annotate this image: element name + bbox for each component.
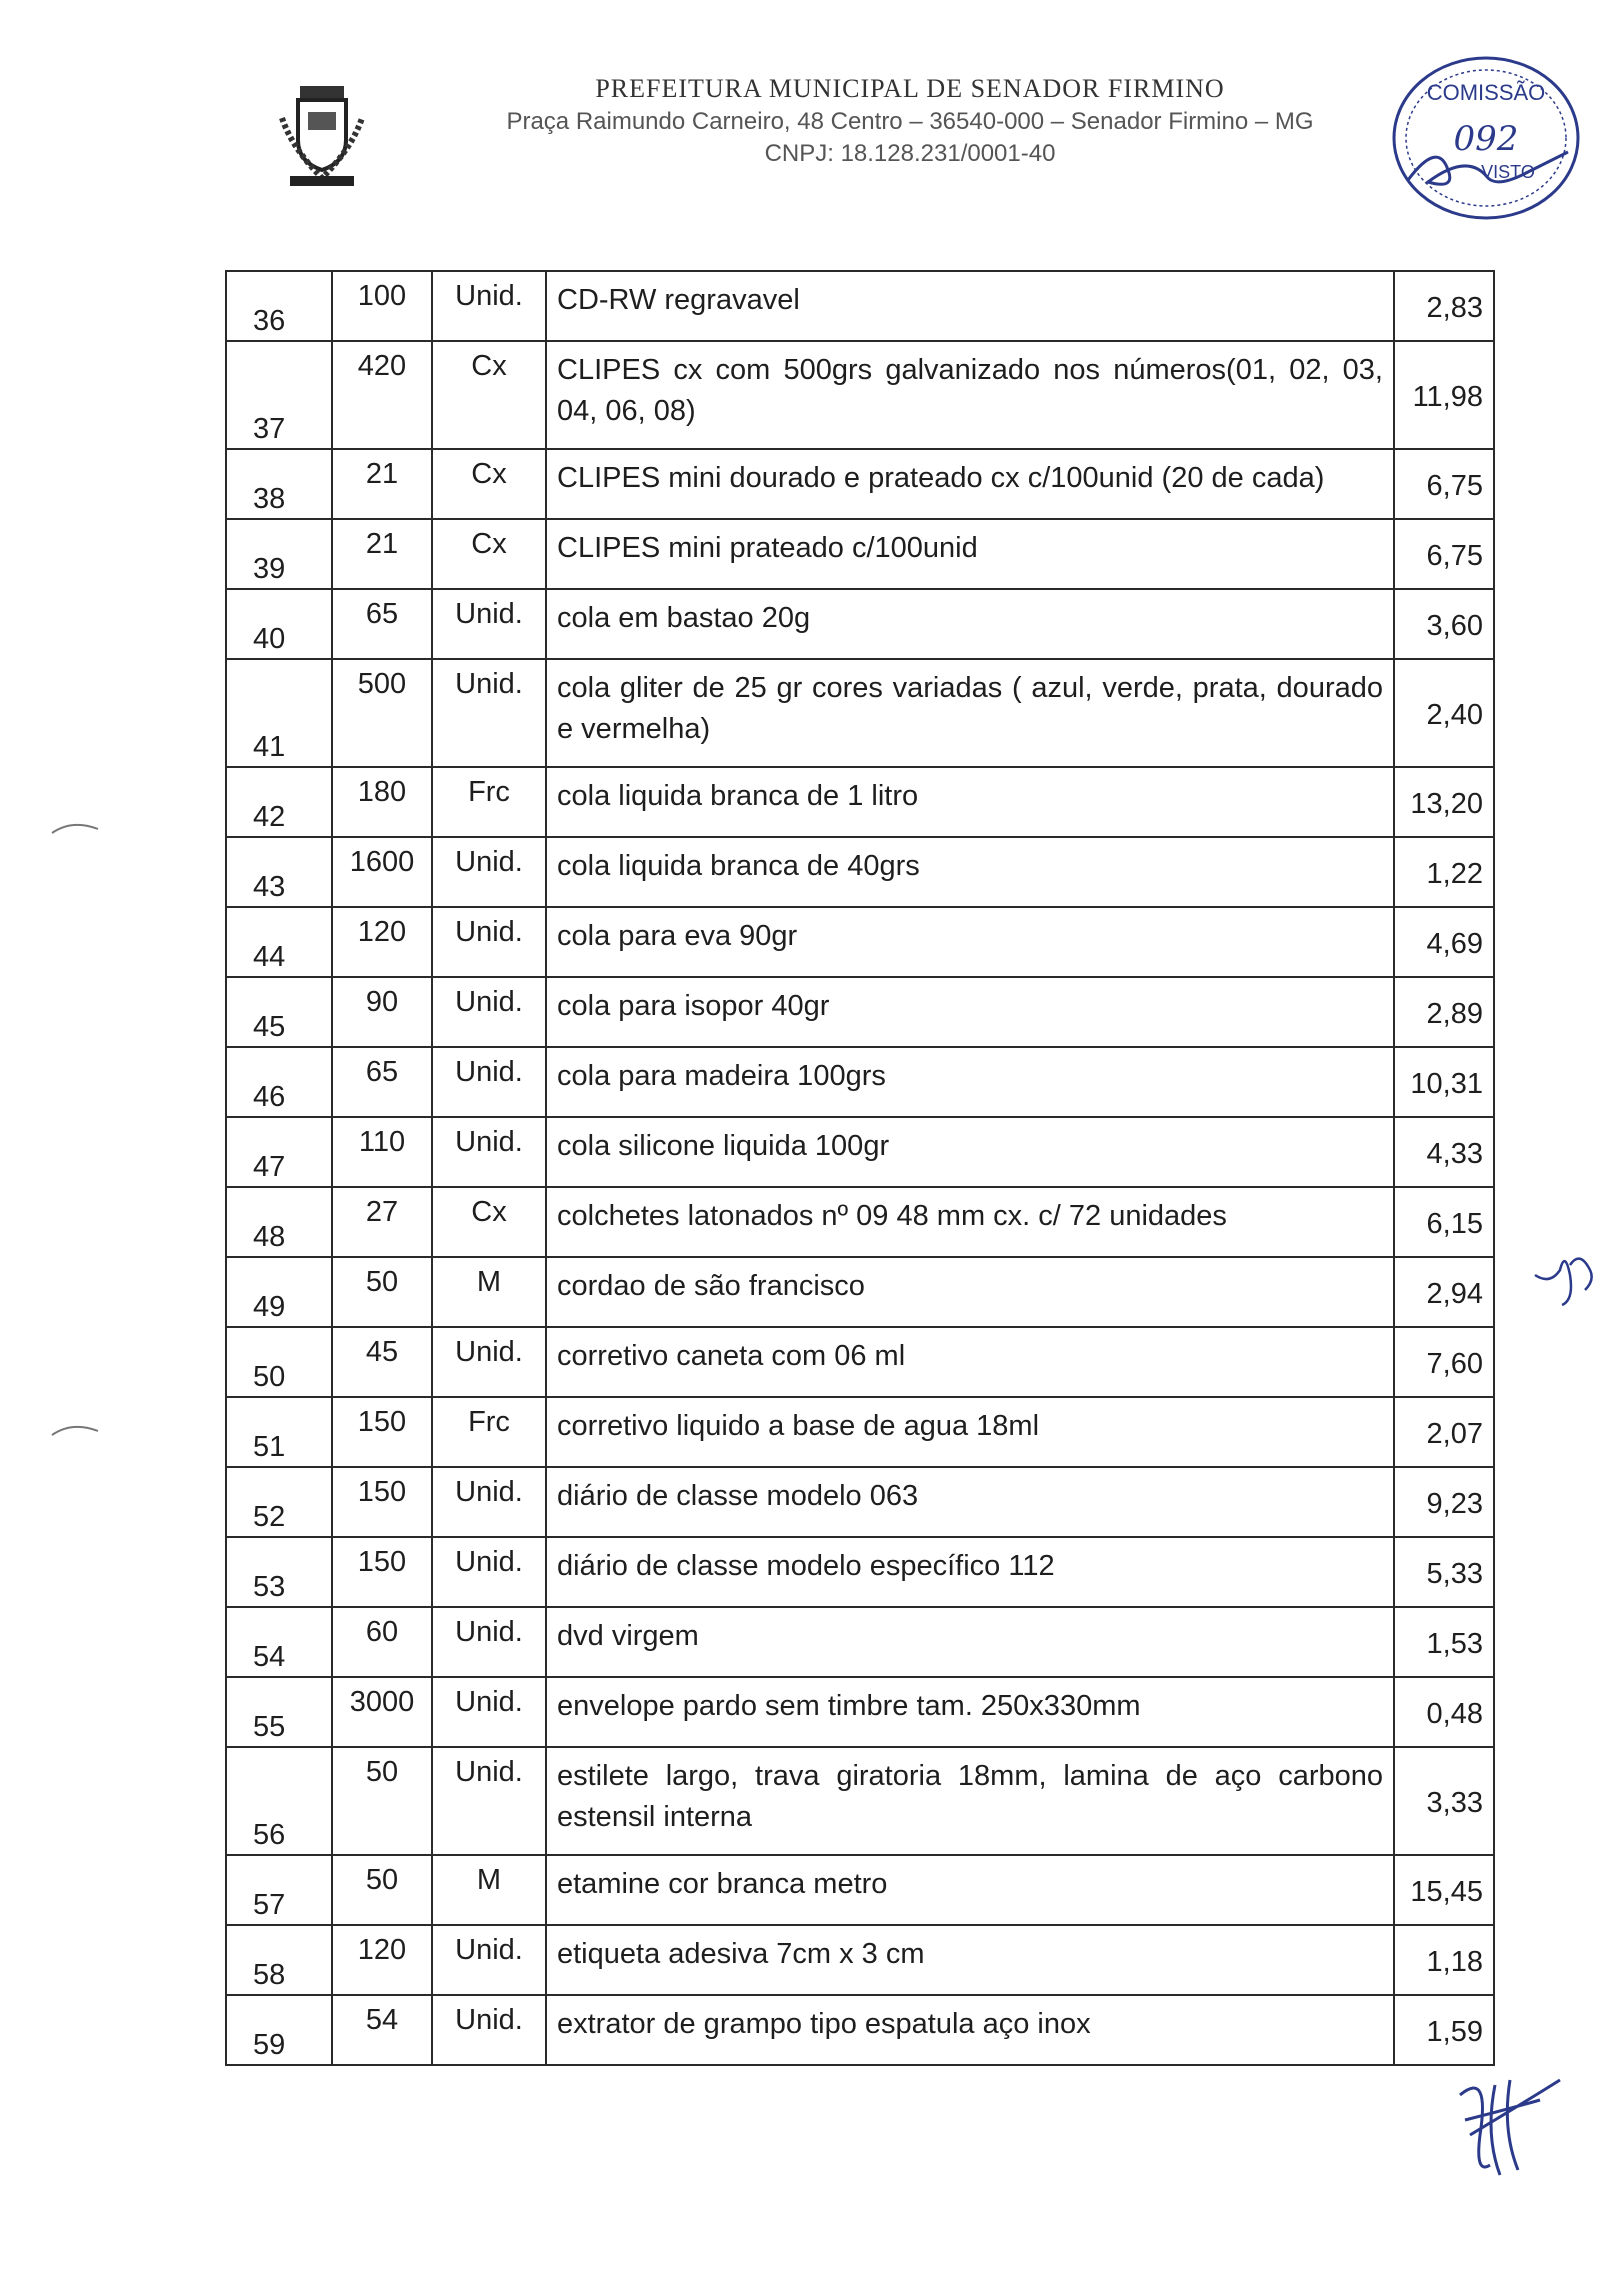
unit-price-cell: 9,23 xyxy=(1394,1467,1494,1537)
quantity-cell: 150 xyxy=(332,1537,432,1607)
description-cell: cordao de são francisco xyxy=(546,1257,1394,1327)
unit-cell: Unid. xyxy=(432,1677,546,1747)
description-cell: extrator de grampo tipo espatula aço inox xyxy=(546,1995,1394,2065)
margin-tick-mark xyxy=(50,1420,100,1440)
table-row xyxy=(226,1677,1494,1747)
quantity-cell: 3000 xyxy=(332,1677,432,1747)
quantity-cell: 150 xyxy=(332,1397,432,1467)
unit-price-cell: 2,94 xyxy=(1394,1257,1494,1327)
unit-cell: Unid. xyxy=(432,1925,546,1995)
item-number-cell: 45 xyxy=(226,977,332,1047)
quantity-cell: 60 xyxy=(332,1607,432,1677)
unit-cell: Cx xyxy=(432,341,546,449)
description-cell: estilete largo, trava giratoria 18mm, lamina de aço carbono estensil interna xyxy=(546,1747,1394,1855)
item-number-cell: 38 xyxy=(226,449,332,519)
unit-cell: Unid. xyxy=(432,589,546,659)
table-row xyxy=(226,1187,1494,1257)
signature-initials xyxy=(1440,2065,1570,2185)
unit-price-cell: 2,83 xyxy=(1394,271,1494,341)
quantity-cell: 50 xyxy=(332,1257,432,1327)
unit-cell: M xyxy=(432,1257,546,1327)
unit-cell: Frc xyxy=(432,767,546,837)
unit-price-cell: 4,69 xyxy=(1394,907,1494,977)
item-number-cell: 49 xyxy=(226,1257,332,1327)
quantity-cell: 27 xyxy=(332,1187,432,1257)
quantity-cell: 420 xyxy=(332,341,432,449)
unit-price-cell: 7,60 xyxy=(1394,1327,1494,1397)
stamp-visto: VISTO xyxy=(1481,162,1535,182)
unit-price-cell: 1,18 xyxy=(1394,1925,1494,1995)
description-cell: etiqueta adesiva 7cm x 3 cm xyxy=(546,1925,1394,1995)
description-cell: cola gliter de 25 gr cores variadas ( azul, verde, prata, dourado e vermelha) xyxy=(546,659,1394,767)
table-row xyxy=(226,1747,1494,1855)
letterhead-cnpj: CNPJ: 18.128.231/0001-40 xyxy=(764,140,1056,167)
description-cell: cola para isopor 40gr xyxy=(546,977,1394,1047)
table-row xyxy=(226,1925,1494,1995)
item-number-cell: 54 xyxy=(226,1607,332,1677)
quantity-cell: 120 xyxy=(332,1925,432,1995)
item-number-cell: 44 xyxy=(226,907,332,977)
item-number-cell: 53 xyxy=(226,1537,332,1607)
unit-price-cell: 2,07 xyxy=(1394,1397,1494,1467)
unit-cell: Unid. xyxy=(432,1047,546,1117)
quantity-cell: 150 xyxy=(332,1467,432,1537)
table-row xyxy=(226,1537,1494,1607)
quantity-cell: 65 xyxy=(332,1047,432,1117)
item-number-cell: 50 xyxy=(226,1327,332,1397)
quantity-cell: 45 xyxy=(332,1327,432,1397)
quantity-cell: 50 xyxy=(332,1855,432,1925)
description-cell: corretivo liquido a base de agua 18ml xyxy=(546,1397,1394,1467)
unit-price-cell: 4,33 xyxy=(1394,1117,1494,1187)
margin-tick-mark xyxy=(50,818,100,838)
unit-cell: Cx xyxy=(432,1187,546,1257)
table-row xyxy=(226,1467,1494,1537)
item-number-cell: 46 xyxy=(226,1047,332,1117)
item-number-cell: 56 xyxy=(226,1747,332,1855)
unit-cell: Unid. xyxy=(432,1537,546,1607)
table-row xyxy=(226,341,1494,449)
quantity-cell: 500 xyxy=(332,659,432,767)
item-number-cell: 58 xyxy=(226,1925,332,1995)
quantity-cell: 1600 xyxy=(332,837,432,907)
item-number-cell: 51 xyxy=(226,1397,332,1467)
unit-cell: Cx xyxy=(432,449,546,519)
table-row xyxy=(226,1995,1494,2065)
item-number-cell: 41 xyxy=(226,659,332,767)
item-number-cell: 40 xyxy=(226,589,332,659)
item-number-cell: 37 xyxy=(226,341,332,449)
unit-cell: Unid. xyxy=(432,977,546,1047)
unit-price-cell: 3,60 xyxy=(1394,589,1494,659)
quantity-cell: 21 xyxy=(332,519,432,589)
municipal-crest-icon xyxy=(276,78,368,193)
table-row xyxy=(226,519,1494,589)
unit-cell: M xyxy=(432,1855,546,1925)
description-cell: cola liquida branca de 1 litro xyxy=(546,767,1394,837)
unit-cell: Unid. xyxy=(432,1747,546,1855)
table-row xyxy=(226,1047,1494,1117)
table-row xyxy=(226,1397,1494,1467)
unit-cell: Unid. xyxy=(432,1467,546,1537)
table-row xyxy=(226,837,1494,907)
description-cell: dvd virgem xyxy=(546,1607,1394,1677)
quantity-cell: 50 xyxy=(332,1747,432,1855)
description-cell: corretivo caneta com 06 ml xyxy=(546,1327,1394,1397)
table-row xyxy=(226,659,1494,767)
description-cell: CLIPES mini dourado e prateado cx c/100unid (20 de cada) xyxy=(546,449,1394,519)
unit-cell: Unid. xyxy=(432,271,546,341)
unit-cell: Unid. xyxy=(432,1327,546,1397)
quantity-cell: 110 xyxy=(332,1117,432,1187)
commission-stamp xyxy=(1368,50,1588,230)
unit-cell: Unid. xyxy=(432,1117,546,1187)
item-number-cell: 43 xyxy=(226,837,332,907)
item-number-cell: 47 xyxy=(226,1117,332,1187)
unit-price-cell: 6,75 xyxy=(1394,449,1494,519)
unit-cell: Unid. xyxy=(432,907,546,977)
unit-cell: Cx xyxy=(432,519,546,589)
table-row xyxy=(226,271,1494,341)
description-cell: colchetes latonados nº 09 48 mm cx. c/ 72 unidades xyxy=(546,1187,1394,1257)
quantity-cell: 180 xyxy=(332,767,432,837)
table-row xyxy=(226,1327,1494,1397)
item-number-cell: 48 xyxy=(226,1187,332,1257)
description-cell: cola em bastao 20g xyxy=(546,589,1394,659)
quantity-cell: 120 xyxy=(332,907,432,977)
unit-price-cell: 1,59 xyxy=(1394,1995,1494,2065)
table-row xyxy=(226,907,1494,977)
unit-cell: Unid. xyxy=(432,1607,546,1677)
table-row xyxy=(226,767,1494,837)
table-row xyxy=(226,1257,1494,1327)
description-cell: etamine cor branca metro xyxy=(546,1855,1394,1925)
letterhead-title: PREFEITURA MUNICIPAL DE SENADOR FIRMINO xyxy=(595,74,1225,103)
quantity-cell: 21 xyxy=(332,449,432,519)
margin-handwritten-mark xyxy=(1530,1245,1600,1315)
unit-price-cell: 6,15 xyxy=(1394,1187,1494,1257)
description-cell: CLIPES mini prateado c/100unid xyxy=(546,519,1394,589)
letterhead-address: Praça Raimundo Carneiro, 48 Centro – 36540-000 – Senador Firmino – MG xyxy=(506,108,1314,135)
item-number-cell: 39 xyxy=(226,519,332,589)
description-cell: CD-RW regravavel xyxy=(546,271,1394,341)
table-row xyxy=(226,977,1494,1047)
quantity-cell: 90 xyxy=(332,977,432,1047)
description-cell: diário de classe modelo específico 112 xyxy=(546,1537,1394,1607)
quantity-cell: 100 xyxy=(332,271,432,341)
items-table xyxy=(225,270,1495,2066)
description-cell: cola para madeira 100grs xyxy=(546,1047,1394,1117)
unit-price-cell: 11,98 xyxy=(1394,341,1494,449)
table-row xyxy=(226,1607,1494,1677)
description-cell: diário de classe modelo 063 xyxy=(546,1467,1394,1537)
unit-cell: Unid. xyxy=(432,1995,546,2065)
unit-price-cell: 1,22 xyxy=(1394,837,1494,907)
table-row xyxy=(226,449,1494,519)
quantity-cell: 54 xyxy=(332,1995,432,2065)
unit-price-cell: 10,31 xyxy=(1394,1047,1494,1117)
item-number-cell: 52 xyxy=(226,1467,332,1537)
unit-price-cell: 3,33 xyxy=(1394,1747,1494,1855)
description-cell: cola silicone liquida 100gr xyxy=(546,1117,1394,1187)
item-number-cell: 59 xyxy=(226,1995,332,2065)
letterhead xyxy=(400,74,1420,168)
stamp-number: 092 xyxy=(1453,119,1519,159)
description-cell: CLIPES cx com 500grs galvanizado nos números(01, 02, 03, 04, 06, 08) xyxy=(546,341,1394,449)
unit-price-cell: 1,53 xyxy=(1394,1607,1494,1677)
unit-cell: Frc xyxy=(432,1397,546,1467)
item-number-cell: 55 xyxy=(226,1677,332,1747)
table-row xyxy=(226,1117,1494,1187)
item-number-cell: 57 xyxy=(226,1855,332,1925)
table-row xyxy=(226,1855,1494,1925)
table-row xyxy=(226,589,1494,659)
unit-price-cell: 5,33 xyxy=(1394,1537,1494,1607)
unit-price-cell: 2,89 xyxy=(1394,977,1494,1047)
description-cell: cola para eva 90gr xyxy=(546,907,1394,977)
unit-price-cell: 2,40 xyxy=(1394,659,1494,767)
unit-price-cell: 6,75 xyxy=(1394,519,1494,589)
item-number-cell: 42 xyxy=(226,767,332,837)
unit-cell: Unid. xyxy=(432,659,546,767)
description-cell: cola liquida branca de 40grs xyxy=(546,837,1394,907)
quantity-cell: 65 xyxy=(332,589,432,659)
item-number-cell: 36 xyxy=(226,271,332,341)
unit-price-cell: 0,48 xyxy=(1394,1677,1494,1747)
unit-price-cell: 13,20 xyxy=(1394,767,1494,837)
unit-price-cell: 15,45 xyxy=(1394,1855,1494,1925)
stamp-top-text: COMISSÃO xyxy=(1426,80,1546,105)
description-cell: envelope pardo sem timbre tam. 250x330mm xyxy=(546,1677,1394,1747)
unit-cell: Unid. xyxy=(432,837,546,907)
